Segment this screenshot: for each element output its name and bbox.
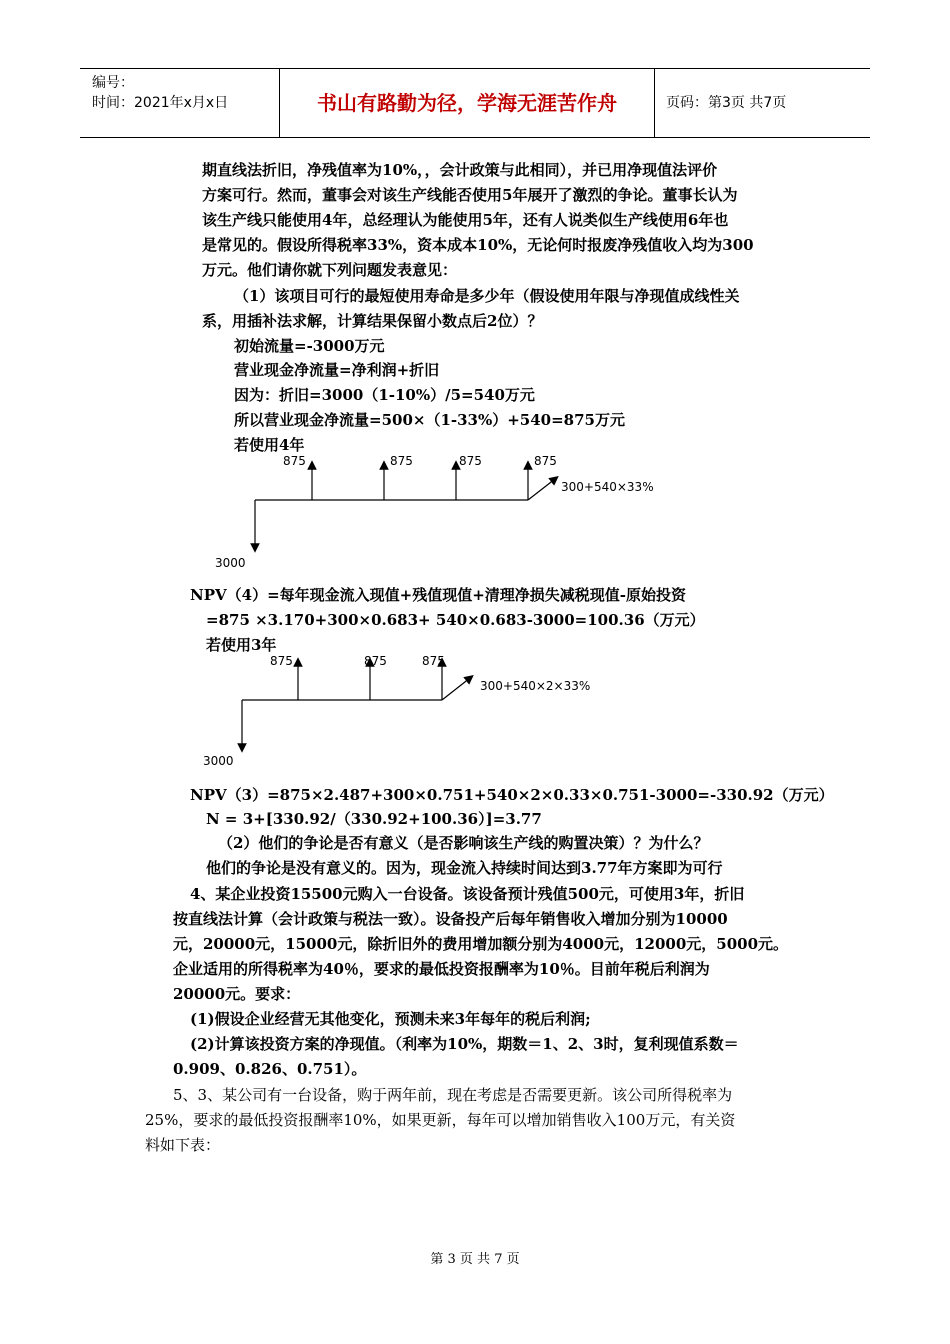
npv4-calc: =875 ×3.170+300×0.683+ 540×0.683-3000=100.36（万元） <box>206 611 705 629</box>
q4-line: 按直线法计算（会计政策与税法一致）。设备投产后每年销售收入增加分别为10000 <box>173 910 728 928</box>
body-line: 期直线法折旧，净残值率为10%，，会计政策与此相同），并已用净现值法评价 <box>202 161 718 179</box>
body-line: 该生产线只能使用4年，总经理认为能使用5年，还有人说类似生产线使用6年也 <box>202 211 729 229</box>
inflow-label: 875 <box>283 454 306 468</box>
q4-line: 企业适用的所得税率为40％，要求的最低投资报酬率为10％。目前年税后利润为 <box>173 960 710 978</box>
q4-line: 0.909、0.826、0.751）。 <box>173 1060 367 1078</box>
page-footer: 第 3 页 共 7 页 <box>430 1252 520 1267</box>
header-page-label: 页码：第3页 共7页 <box>666 95 787 111</box>
inflow-label: 875 <box>534 454 557 468</box>
terminal-arrow <box>442 678 470 700</box>
question-2: （2）他们的争论是否有意义（是否影响该生产线的购置决策）？为什么？ <box>218 834 709 852</box>
body-line: 初始流量=-3000万元 <box>234 337 385 355</box>
terminal-arrow <box>528 479 555 500</box>
q5-line: 5、3、某公司有一台设备，购于两年前，现在考虑是否需要更新。该公司所得税率为 <box>173 1086 733 1104</box>
q5-line: 料如下表： <box>145 1136 221 1154</box>
outflow-label: 3000 <box>215 556 246 570</box>
outflow-label: 3000 <box>203 754 234 768</box>
inflow-label: 875 <box>364 654 387 668</box>
body-line: 若使用3年 <box>206 636 277 654</box>
answer-2: 他们的争论是没有意义的。因为，现金流入持续时间达到3.77年方案即为可行 <box>206 859 723 877</box>
body-line: 因为：折旧=3000（1-10%）/5=540万元 <box>234 386 535 404</box>
time-label: 时间：2021年x月x日 <box>92 95 229 111</box>
inflow-label: 875 <box>459 454 482 468</box>
body-line: 营业现金净流量=净利润+折旧 <box>234 361 440 379</box>
q5-line: 25%，要求的最低投资报酬率10%，如果更新，每年可以增加销售收入100万元，有关资 <box>145 1111 736 1129</box>
body-line: 若使用4年 <box>234 436 305 454</box>
q4-line: 20000元。要求： <box>173 985 301 1003</box>
body-line: 所以营业现金净流量=500×（1-33%）+540=875万元 <box>234 411 625 429</box>
header-motto: 书山有路勤为径，学海无涯苦作舟 <box>280 69 655 137</box>
q4-req-2: (2)计算该投资方案的净现值。（利率为10%，期数＝1、2、3时，复利现值系数＝ <box>190 1035 739 1053</box>
inflow-label: 875 <box>270 654 293 668</box>
terminal-label: 300+540×33% <box>561 480 654 494</box>
npv3-calc: NPV（3）=875×2.487+300×0.751+540×2×0.33×0.751-3000=-330.92（万元） <box>190 786 834 804</box>
body-line: 是常见的。假设所得税率33%，资本成本10%，无论何时报废净残值收入均为300 <box>202 236 754 254</box>
body-line: 方案可行。然而，董事会对该生产线能否使用5年展开了激烈的争论。董事长认为 <box>202 186 738 204</box>
q4-line: 4、某企业投资15500元购入一台设备。该设备预计残值500元，可使用3年，折旧 <box>190 885 745 903</box>
body-line: 万元。他们请你就下列问题发表意见： <box>202 261 458 279</box>
inflow-label: 875 <box>422 654 445 668</box>
inflow-label: 875 <box>390 454 413 468</box>
q4-line: 元，20000元，15000元，除折旧外的费用增加额分别为4000元，12000元，5000元。 <box>173 935 789 953</box>
q4-req-1: (1)假设企业经营无其他变化，预测未来3年每年的税后利润; <box>190 1010 591 1028</box>
interpolation-result: N = 3+[330.92/（330.92+100.36）]=3.77 <box>206 810 542 828</box>
npv4-formula: NPV（4）=每年现金流入现值+残值现值+清理净损失减税现值-原始投资 <box>190 586 686 604</box>
number-label: 编号： <box>92 75 134 91</box>
question-1-cont: 系，用插补法求解，计算结果保留小数点后2位）？ <box>202 312 543 330</box>
terminal-label: 300+540×2×33% <box>480 679 591 693</box>
question-1: （1）该项目可行的最短使用寿命是多少年（假设使用年限与净现值成线性关 <box>234 287 740 305</box>
